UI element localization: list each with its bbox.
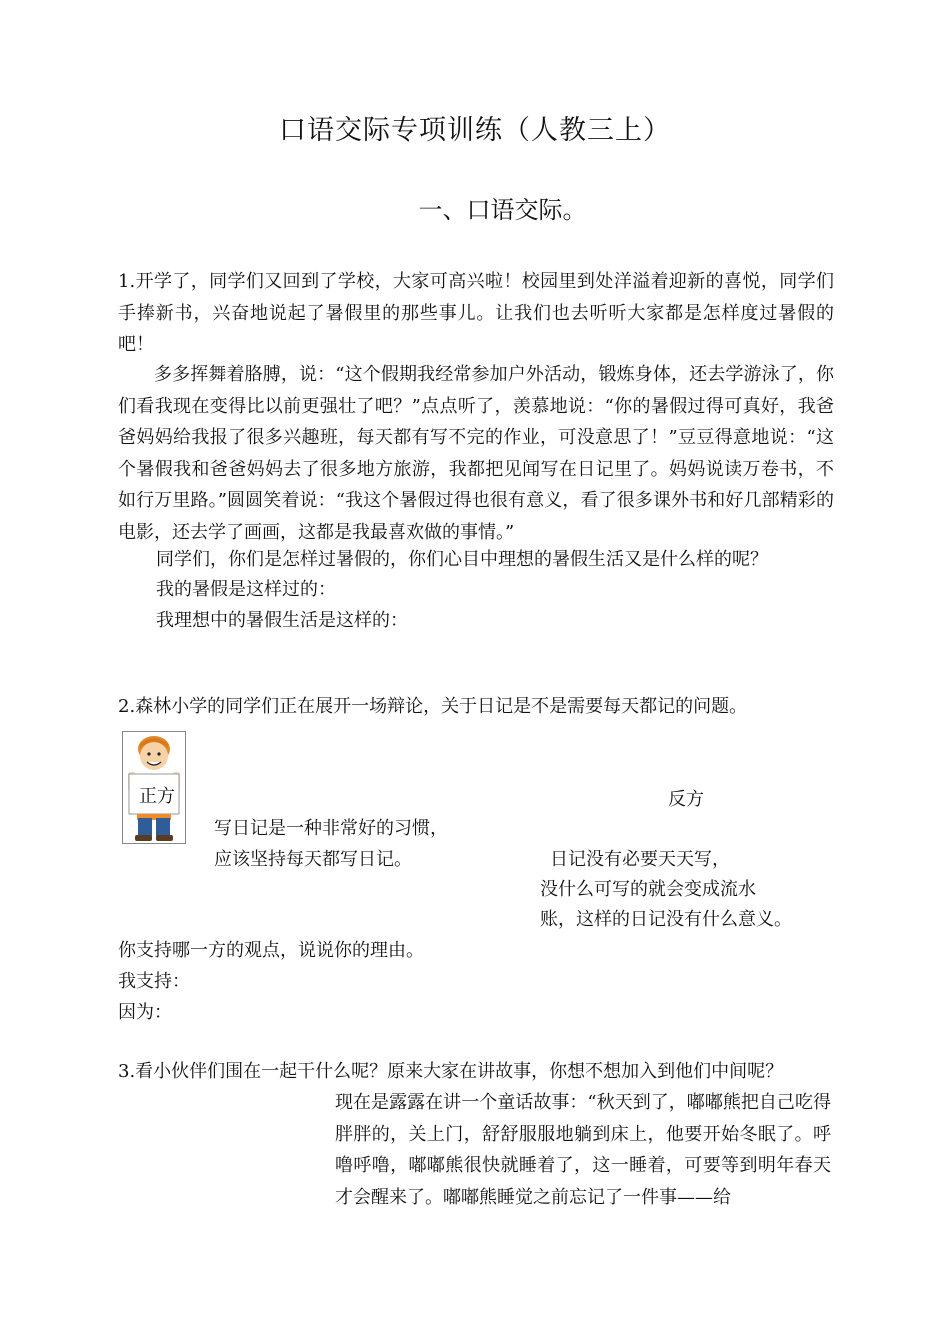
section-heading: 一、口语交际。 (418, 196, 587, 224)
q2-intro: 2.森林小学的同学们正在展开一场辩论，关于日记是不是需要每天都记的问题。 (118, 696, 748, 717)
pro-side-label: 正方 (139, 786, 175, 807)
page-title: 口语交际专项训练（人教三上） (279, 115, 671, 146)
q1-answer-prompt-2: 我理想中的暑假生活是这样的： (156, 610, 408, 631)
q3-story: 现在是露露在讲一个童话故事：“秋天到了，嘟嘟熊把自己吃得胖胖的，关上门，舒舒服服地躺到床上，他要开始冬眠了。呼噜呼噜，嘟嘟熊很快就睡着了，这一睡着，可要等到明年春天才会醒来了。嘟嘟熊睡觉之前忘记了一件事——给 (335, 1092, 831, 1208)
q1-question: 同学们，你们是怎样过暑假的，你们心目中理想的暑假生活又是什么样的呢？ (156, 549, 768, 570)
pro-argument-line-1: 写日记是一种非常好的习惯， (214, 818, 448, 839)
q1-intro: 1.开学了，同学们又回到了学校，大家可高兴啦！校园里到处洋溢着迎新的喜悦，同学们手捧新书，兴奋地说起了暑假里的那些事儿。让我们也去听听大家都是怎样度过暑假的吧！ (118, 271, 834, 355)
q2-question: 你支持哪一方的观点，说说你的理由。 (118, 940, 424, 961)
q2-support-prompt: 我支持： (118, 971, 190, 992)
pro-argument-line-2: 应该坚持每天都写日记。 (214, 849, 412, 870)
q1-answer-prompt-1: 我的暑假是这样过的： (156, 579, 336, 600)
con-argument-line-1: 日记没有必要天天写， (550, 849, 730, 870)
q3-intro: 3.看小伙伴们围在一起干什么呢？原来大家在讲故事，你想不想加入到他们中间呢？ (118, 1061, 784, 1082)
con-side-label: 反方 (668, 789, 704, 810)
con-argument-line-3: 账，这样的日记没有什么意义。 (540, 909, 792, 930)
q2-reason-prompt: 因为： (118, 1002, 172, 1023)
con-argument-line-2: 没什么可写的就会变成流水 (540, 879, 756, 900)
q1-story: 多多挥舞着胳膊，说：“这个假期我经常参加户外活动，锻炼身体，还去学游泳了，你们看我现在变得比以前更强壮了吧？”点点听了，羡慕地说：“你的暑假过得可真好，我爸爸妈妈给我报了很多兴趣班，每天都有写不完的作业，可没意思了！”豆豆得意地说：“这个暑假我和爸爸妈妈去了很多地方旅游，我都把见闻写在日记里了。妈妈说读万卷书，不如行万里路。”圆圆笑着说：“我这个暑假过得也很有意义，看了很多课外书和好几部精彩的电影，还去学了画画，这都是我最喜欢做的事情。” (118, 364, 834, 543)
